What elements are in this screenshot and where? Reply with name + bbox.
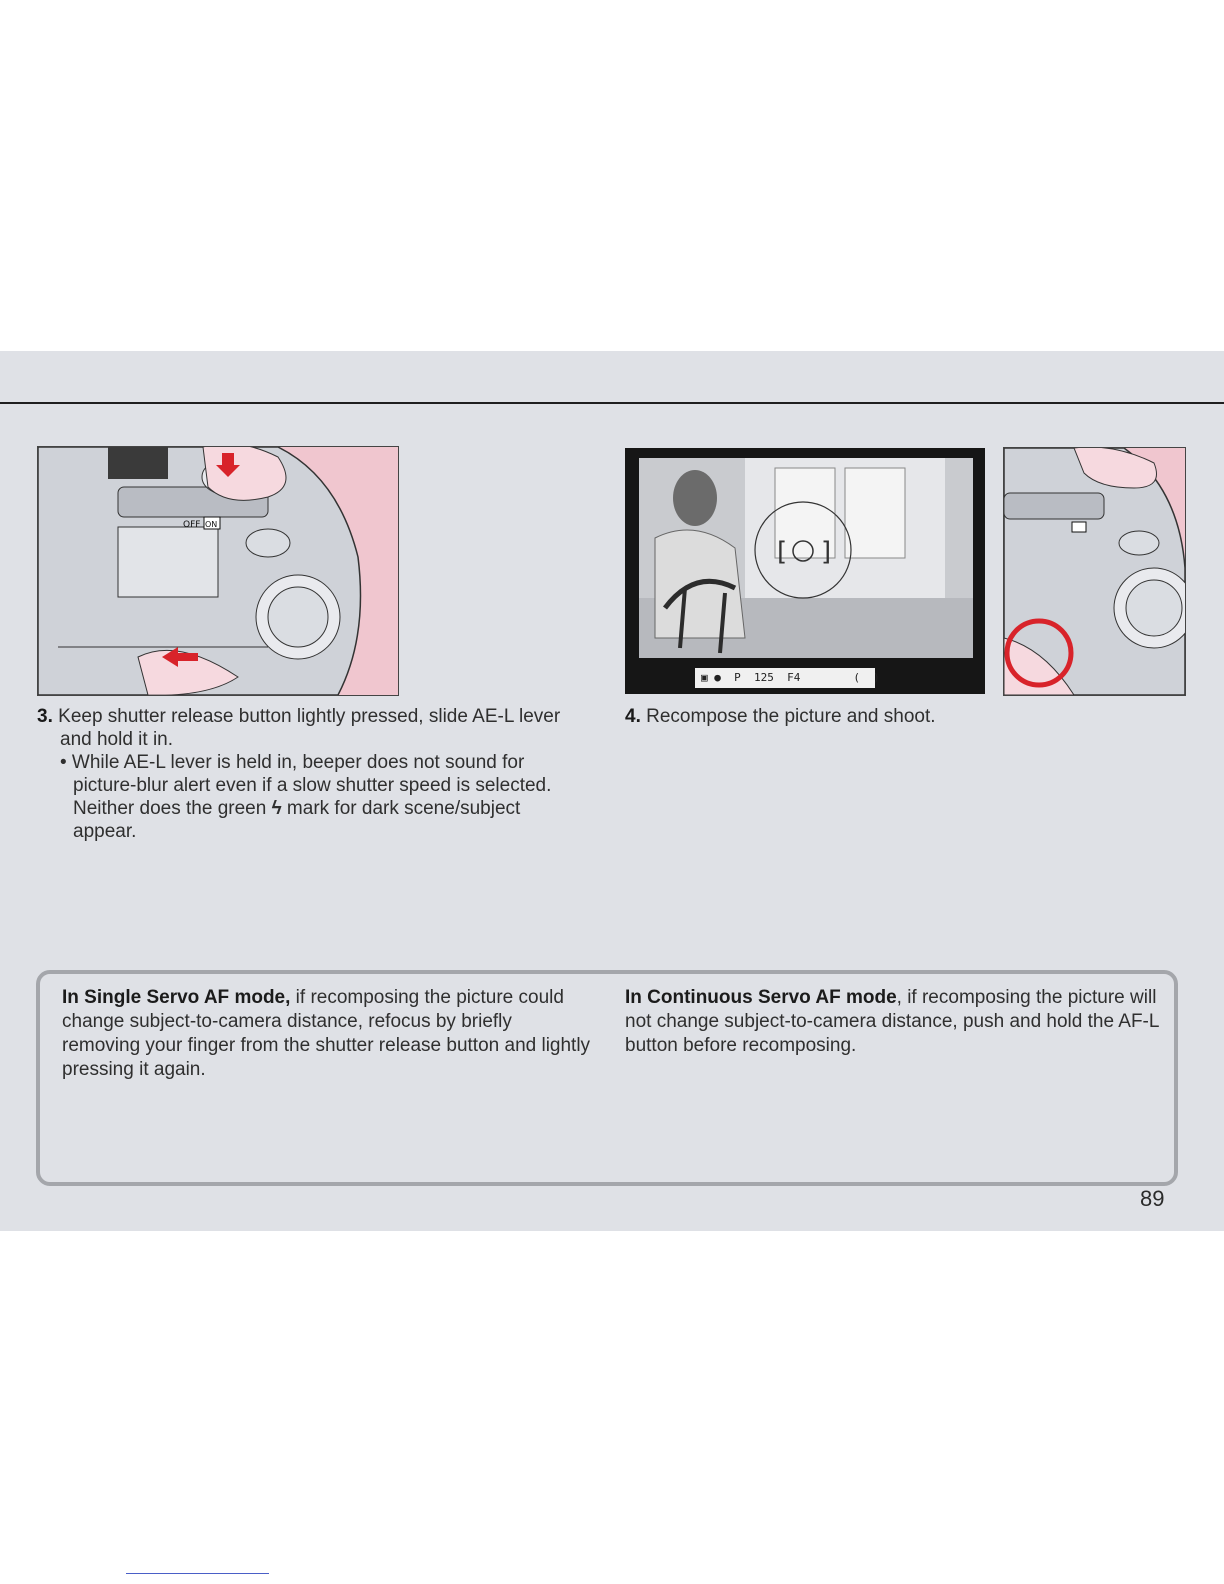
camera-afl-illustration bbox=[1003, 447, 1186, 696]
footer-link-underline bbox=[126, 1573, 269, 1574]
step-3-bullet-line-3b: mark for dark scene/subject bbox=[286, 798, 521, 819]
viewfinder-illustration bbox=[625, 448, 985, 694]
switch-on-label: ON bbox=[205, 520, 218, 529]
step-3-bullet-line-1: • While AE-L lever is held in, beeper does not sound for bbox=[60, 752, 525, 773]
single-servo-text: if recomposing the picture could change subject-to-camera distance, refocus by briefly removing your finger from the shutter release button and lightly pressing it again. bbox=[62, 987, 591, 1080]
step-3-line-1 bbox=[37, 705, 597, 728]
continuous-servo-text: , if recomposing the picture will not change subject-to-camera distance, push and hold the AF-L button before recomposing. bbox=[625, 987, 1159, 1056]
step-3-bullet-line-3a: Neither does the green bbox=[73, 798, 267, 819]
viewfinder-readout: ▣ ● P 125 F4 ( ) bbox=[695, 668, 875, 688]
svg-text:[: [ bbox=[777, 537, 788, 567]
continuous-servo-note bbox=[625, 986, 1165, 1058]
flash-icon: ϟ bbox=[271, 798, 282, 819]
viewfinder-scene-drawing bbox=[625, 448, 985, 694]
step-3-bullet-line-3 bbox=[37, 797, 597, 820]
svg-text:]: ] bbox=[821, 537, 832, 567]
top-rule bbox=[0, 402, 1224, 404]
step-3-line-2: and hold it in. bbox=[60, 729, 174, 750]
step-3-bullet-line-4: appear. bbox=[73, 821, 137, 842]
step-3-bullet-line-2: picture-blur alert even if a slow shutter speed is selected. bbox=[73, 775, 552, 796]
single-servo-note bbox=[62, 986, 592, 1082]
step-3-instructions bbox=[37, 705, 597, 843]
step-4-text: Recompose the picture and shoot. bbox=[646, 706, 936, 727]
camera-ael-illustration bbox=[37, 446, 399, 696]
single-servo-heading: In Single Servo AF mode, bbox=[62, 987, 291, 1008]
step-4-instructions bbox=[625, 705, 1185, 728]
camera-afl-drawing bbox=[1004, 448, 1185, 695]
switch-off-label: OFF bbox=[183, 520, 201, 530]
step-4-number: 4. bbox=[625, 706, 641, 727]
step-3-number: 3. bbox=[37, 706, 53, 727]
camera-body-drawing bbox=[38, 447, 398, 695]
step-3-main-text: Keep shutter release button lightly pressed, slide AE-L lever bbox=[58, 706, 561, 727]
continuous-servo-heading: In Continuous Servo AF mode bbox=[625, 987, 897, 1008]
page-number: 89 bbox=[1140, 1186, 1165, 1211]
